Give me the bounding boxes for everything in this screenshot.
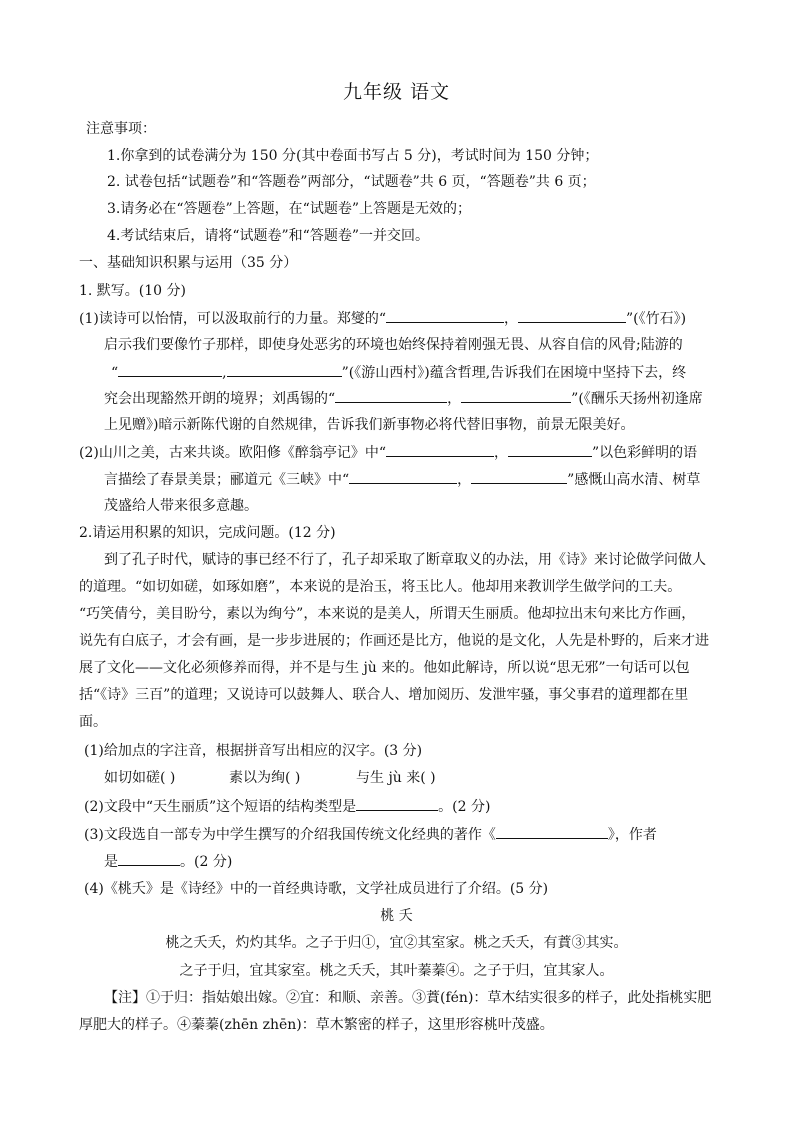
answer-blank[interactable] — [335, 388, 447, 403]
passage-line-7: 面。 — [79, 714, 107, 730]
passage-line-2: 的道理。“如切如磋，如琢如磨”，本来说的是治玉，将玉比人。他却用来教训学生做学问的工夫。 — [79, 579, 682, 595]
pinyin-item-2[interactable]: 素以为绚( ) — [229, 770, 301, 786]
section-heading: 一、基础知识积累与运用（35 分） — [79, 255, 298, 271]
notice-item-1: 1.你拿到的试卷满分为 150 分(其中卷面书写占 5 分)，考试时间为 150 分钟； — [107, 148, 599, 164]
poem-title: 桃 夭 — [380, 908, 413, 924]
passage-line-5: 展了文化——文化必须修养而得，并不是与生 jù 来的。他如此解诗，所以说“思无邪”一句话可以包 — [79, 660, 690, 676]
notice-item-4: 4.考试结束后，请将“试题卷”和“答题卷”一并交回。 — [107, 228, 429, 244]
sub-question-1: (1)给加点的字注音，根据拼音写出相应的汉字。(3 分) — [84, 743, 423, 759]
question-1-heading: 1. 默写。(10 分) — [79, 283, 186, 299]
q1-p1-line5: 上见赠》)暗示新陈代谢的自然规律，告诉我们新事物必将代替旧事物，前景无限美好。 — [104, 417, 635, 433]
passage-line-3: “巧笑倩兮，美目盼兮，素以为绚兮”，本来说的是美人，所谓天生丽质。他却拉出末句来比方作画， — [79, 606, 696, 622]
sub-question-3: (3)文段选自一部专为中学生撰写的介绍我国传统文化经典的著作《 》，作者 — [84, 824, 657, 845]
pinyin-item-1[interactable]: 如切如磋( ) — [104, 770, 176, 786]
notice-item-3: 3.请务必在“答题卷”上答题，在“试题卷”上答题是无效的； — [107, 201, 471, 217]
answer-blank[interactable] — [508, 442, 592, 457]
answer-blank[interactable] — [461, 388, 571, 403]
passage-line-4: 说先有白底子，才会有画，是一步步进展的；作画还是比方，他说的是文化，人先是朴野的，后来才进 — [79, 633, 709, 649]
q1-p1-line1: (1)读诗可以怡情，可以汲取前行的力量。郑燮的“ ， ”(《竹石》) — [79, 308, 686, 329]
pinyin-item-3[interactable]: 与生 jù 来( ) — [356, 770, 436, 786]
q1-p1-line2: 启示我们要像竹子那样，即使身处恶劣的环境也始终保持着刚强无畏、从容自信的风骨;陆游的 — [104, 337, 683, 353]
q1-p2-line1: (2)山川之美，古来共谈。欧阳修《醉翁亭记》中“ ， ”以色彩鲜明的语 — [79, 442, 697, 463]
poem-line-1: 桃之夭夭，灼灼其华。之子于归①，宜②其室家。桃之夭夭，有蕡③其实。 — [165, 935, 628, 951]
q1-p1-line4: 究会出现豁然开朗的境界；刘禹锡的“ ， ”(《酬乐天扬州初逢席 — [104, 388, 703, 409]
page-title: 九年级 语文 — [342, 81, 451, 103]
answer-blank[interactable] — [349, 469, 457, 484]
answer-blank[interactable] — [386, 442, 494, 457]
passage-line-6: 括“《诗》三百”的道理；又说诗可以鼓舞人、联合人、增加阅历、发泄牢骚，事父事君的道理都在里 — [79, 687, 689, 703]
q1-p2-line3: 茂盛给人带来很多意趣。 — [104, 498, 258, 514]
q1-p1-line3: “ , ”(《游山西村》)蕴含哲理,告诉我们在困境中坚持下去，终 — [111, 362, 686, 383]
passage-line-1: 到了孔子时代，赋诗的事已经不行了，孔子却采取了断章取义的办法，用《诗》来讨论做学问做人 — [104, 552, 706, 568]
note-line-1: 【注】①于归：指姑娘出嫁。②宜：和顺、亲善。③蕡(fén)：草木结实很多的样子，此处指桃实肥 — [104, 990, 712, 1006]
answer-blank[interactable] — [356, 796, 438, 811]
answer-blank[interactable] — [471, 469, 567, 484]
answer-blank[interactable] — [118, 362, 222, 377]
answer-blank[interactable] — [386, 308, 504, 323]
q1-p2-line2: 言描绘了春景美景；郦道元《三峡》中“ ， ”感慨山高水清、树草 — [104, 469, 700, 490]
answer-blank[interactable] — [118, 851, 180, 866]
question-2-heading: 2.请运用积累的知识，完成问题。(12 分) — [79, 525, 336, 541]
answer-blank[interactable] — [518, 308, 626, 323]
sub-question-3-cont: 是 。(2 分) — [104, 851, 232, 872]
note-line-2: 厚肥大的样子。④蓁蓁(zhēn zhēn)：草木繁密的样子，这里形容桃叶茂盛。 — [79, 1017, 554, 1033]
notice-item-2: 2. 试卷包括“试题卷”和“答题卷”两部分，“试题卷”共 6 页，“答题卷”共 6 页； — [107, 174, 596, 190]
answer-blank[interactable] — [227, 362, 342, 377]
answer-blank[interactable] — [496, 824, 608, 839]
sub-question-4: (4)《桃夭》是《诗经》中的一首经典诗歌，文学社成员进行了介绍。(5 分) — [84, 881, 549, 897]
notice-heading: 注意事项： — [86, 121, 156, 137]
sub-question-2: (2)文段中“天生丽质”这个短语的结构类型是 。(2 分) — [84, 796, 490, 817]
poem-line-2: 之子于归，宜其家室。桃之夭夭，其叶蓁蓁④。之子于归，宜其家人。 — [179, 963, 614, 979]
